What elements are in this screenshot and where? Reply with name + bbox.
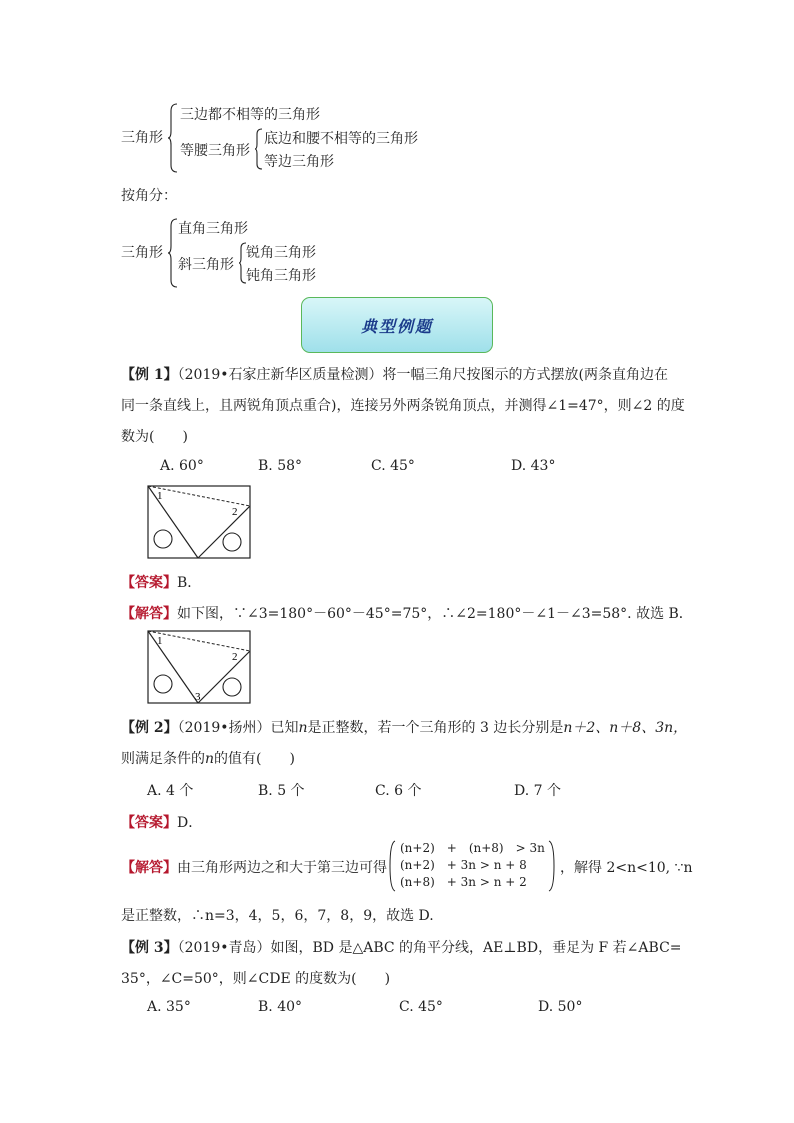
example3-text1: （2019•青岛）如图，BD 是△ABC 的角平分线，AE⊥BD，垂足为 F 若∠ABC= xyxy=(177,940,682,956)
angle-heading: 按角分： xyxy=(121,188,177,204)
inequality-3: (n+8) + 3n > n + 2 xyxy=(400,875,527,889)
example2-option-a: A. 4 个 xyxy=(147,783,194,799)
obtuse-triangle-label: 钝角三角形 xyxy=(246,268,316,284)
brace-icon xyxy=(254,128,264,170)
solution-tag: 【解答】 xyxy=(121,606,177,622)
system-brace-right-icon xyxy=(548,840,556,892)
example2-solution-lead xyxy=(121,857,387,877)
example1-option-b: B. 58° xyxy=(258,458,303,474)
brace-icon xyxy=(167,103,179,173)
fig1-angle1-label: 1 xyxy=(157,490,163,502)
example2-var-n2: n xyxy=(205,751,215,767)
example2-answer xyxy=(121,812,202,832)
isosceles-label: 等腰三角形 xyxy=(180,143,250,159)
example1-option-d: D. 43° xyxy=(511,458,556,474)
example2-solution-line2: 是正整数，∴n=3，4，5，6，7，8，9，故选 D. xyxy=(121,908,434,924)
example1-answer xyxy=(121,572,201,592)
example2-text1c: n＋2、n＋8、3n， xyxy=(563,720,688,736)
example3-option-d: D. 50° xyxy=(538,999,583,1015)
example1-line3: 数为( ) xyxy=(121,429,188,445)
example3-option-a: A. 35° xyxy=(147,999,191,1015)
example2-var-n: n xyxy=(298,720,308,736)
inequality-1: (n+2) + (n+8) > 3n xyxy=(400,841,545,855)
solution-text: 如下图，∵∠3=180°－60°－45°=75°，∴∠2=180°－∠1－∠3=58°. 故选 B． xyxy=(177,606,693,622)
example2-option-c: C. 6 个 xyxy=(375,783,422,799)
fig2-angle1-label: 1 xyxy=(157,635,163,647)
example1-line1 xyxy=(121,364,668,384)
oblique-triangle-label: 斜三角形 xyxy=(178,257,234,273)
example2-line2 xyxy=(121,748,295,768)
isosceles-sub1-label: 底边和腰不相等的三角形 xyxy=(264,131,418,147)
example2-line1 xyxy=(121,717,687,737)
example2-option-b: B. 5 个 xyxy=(258,783,305,799)
example2-text1b: 是正整数，若一个三角形的 3 边长分别是 xyxy=(307,720,564,736)
example3-option-b: B. 40° xyxy=(258,999,303,1015)
system-brace-left-icon xyxy=(388,840,396,892)
inequality-2: (n+2) + 3n > n + 8 xyxy=(400,858,527,872)
fig1-angle2-label: 2 xyxy=(232,506,238,518)
example2-tag: 【例 2】 xyxy=(121,720,178,736)
example1-text1: （2019•石家庄新华区质量检测）将一幅三角尺按图示的方式摆放(两条直角边在 xyxy=(177,367,668,383)
fig2-angle3-label: 3 xyxy=(195,691,201,703)
solution-text: 由三角形两边之和大于第三边可得 xyxy=(177,860,387,876)
answer-tag: 【答案】 xyxy=(121,575,177,591)
right-triangle-label: 直角三角形 xyxy=(178,221,248,237)
isosceles-sub2-label: 等边三角形 xyxy=(264,154,334,170)
example1-line2: 同一条直线上，且两锐角顶点重合)，连接另外两条锐角顶点，并测得∠1=47°，则∠2 的度 xyxy=(121,398,685,414)
example3-option-c: C. 45° xyxy=(399,999,443,1015)
example1-option-c: C. 45° xyxy=(371,458,415,474)
answer-text: D． xyxy=(177,815,203,831)
example1-solution-figure xyxy=(144,629,254,707)
acute-triangle-label: 锐角三角形 xyxy=(246,245,316,261)
example2-text1a: （2019•扬州）已知 xyxy=(177,720,299,736)
example2-solution-tail: ，解得 2<n<10, ∵n xyxy=(560,860,693,876)
angles-root-label: 三角形 xyxy=(121,245,163,261)
fig2-angle2-label: 2 xyxy=(232,651,238,663)
banner-title: 典型例题 xyxy=(360,316,433,336)
example2-text2b: 的值有( ) xyxy=(214,751,295,767)
example1-solution xyxy=(121,603,693,623)
example3-line2: 35°，∠C=50°，则∠CDE 的度数为( ) xyxy=(121,971,391,987)
section-banner xyxy=(301,297,493,353)
example1-tag: 【例 1】 xyxy=(121,367,178,383)
example3-tag: 【例 3】 xyxy=(121,940,178,956)
inequality-system xyxy=(400,840,545,891)
example1-option-a: A. 60° xyxy=(160,458,204,474)
example2-text2a: 则满足条件的 xyxy=(121,751,205,767)
sides-root-label: 三角形 xyxy=(121,130,163,146)
example1-figure xyxy=(144,484,254,562)
scalene-label: 三边都不相等的三角形 xyxy=(180,107,320,123)
example3-line1 xyxy=(121,937,682,957)
answer-text: B． xyxy=(177,575,202,591)
example2-option-d: D. 7 个 xyxy=(514,783,561,799)
answer-tag: 【答案】 xyxy=(121,815,177,831)
solution-tag: 【解答】 xyxy=(121,860,177,876)
